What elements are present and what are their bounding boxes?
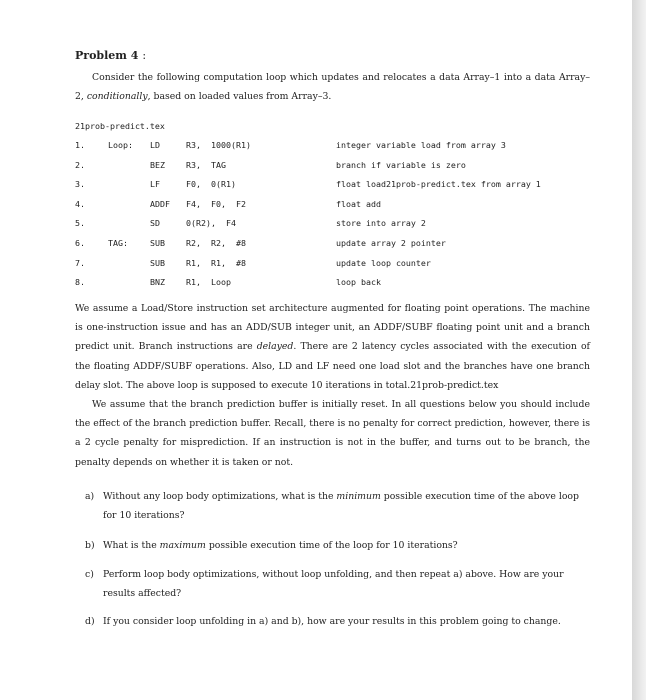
line-label: TAG: — [108, 238, 128, 248]
operands: R1, R1, #8 — [186, 257, 246, 268]
paragraph-branch-buffer: We assume that the branch prediction buffer is initially reset. In all questions below you should include the effect of the branch prediction buffer. Recall, there is no penalty for correct prediction, however, there is a 2 cycle penalty for misprediction. If an instruction is not in the buffer, and turns out to be branch, the penalty depends on whether it is taken or not. — [75, 399, 590, 468]
line-comment: loop back — [336, 277, 381, 288]
line-comment: update loop counter — [336, 257, 431, 268]
opcode: LD — [150, 140, 160, 150]
operands: F0, 0(R1) — [186, 179, 236, 190]
line-number: 2. — [75, 159, 85, 170]
intro-paragraph: Consider the following computation loop which updates and relocates a data Array–1 into a data Array–2, conditionally, based on loaded values from Array–3. — [75, 72, 590, 102]
operands: R3, 1000(R1) — [186, 140, 251, 150]
question-d: d) If you consider loop unfolding in a) and b), how are your results in this problem going to change. — [85, 616, 561, 627]
code-filename: 21prob-predict.tex — [75, 121, 165, 131]
operands: F4, F0, F2 — [186, 198, 246, 209]
line-number: 8. — [75, 277, 85, 288]
line-label: Loop: — [108, 140, 133, 150]
line-comment: update array 2 pointer — [336, 238, 446, 248]
opcode: LF — [150, 179, 160, 190]
opcode: BNZ — [150, 277, 165, 288]
line-number: 7. — [75, 257, 85, 268]
question-b: b) What is the maximum possible execution time of the loop for 10 iterations? — [85, 540, 458, 551]
opcode: BEZ — [150, 159, 165, 170]
line-comment: float load21prob-predict.tex from array 1 — [336, 179, 541, 190]
line-number: 3. — [75, 179, 85, 190]
opcode: SD — [150, 218, 160, 229]
line-number: 4. — [75, 198, 85, 209]
problem-title: Problem 4 : — [75, 49, 147, 62]
question-a: a) Without any loop body optimizations, what is the minimum possible execution time of the above loop for 10 iterations? — [85, 491, 579, 521]
line-number: 1. — [75, 140, 85, 150]
operands: R2, R2, #8 — [186, 238, 246, 248]
line-comment: branch if variable is zero — [336, 159, 466, 170]
question-c: c) Perform loop body optimizations, without loop unfolding, and then repeat a) above. How are your results affected? — [85, 569, 564, 599]
operands: R3, TAG — [186, 159, 226, 170]
opcode: SUB — [150, 238, 165, 248]
line-comment: float add — [336, 198, 381, 209]
paragraph-assumptions: We assume a Load/Store instruction set architecture augmented for floating point operations. The machine is one-instruction issue and has an ADD/SUB integer unit, an ADDF/SUBF floating point unit and a branch predict unit. Branch instructions are delayed. There are 2 latency cycles associated with the execution of the floating ADDF/SUBF operations. Also, LD and LF need one load slot and the branches have one branch delay slot. The above loop is supposed to execute 10 iterations in total.21prob-predict.tex — [75, 303, 590, 391]
line-comment: integer variable load from array 3 — [336, 140, 506, 150]
page-edge-shadow — [632, 0, 646, 700]
opcode: SUB — [150, 257, 165, 268]
operands: 0(R2), F4 — [186, 218, 236, 229]
line-comment: store into array 2 — [336, 218, 426, 229]
line-number: 5. — [75, 218, 85, 229]
line-number: 6. — [75, 238, 85, 248]
opcode: ADDF — [150, 198, 170, 209]
operands: R1, Loop — [186, 277, 231, 288]
